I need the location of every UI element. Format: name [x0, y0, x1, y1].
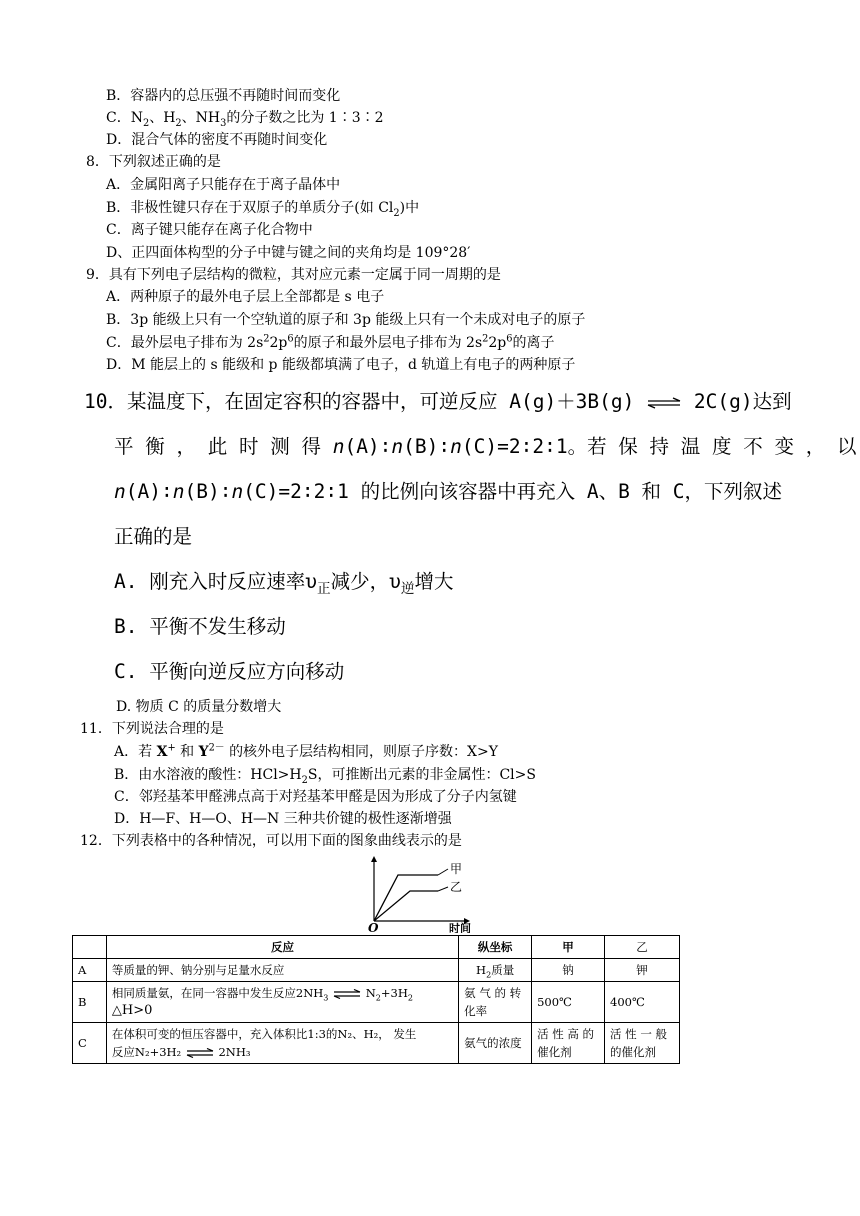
q8-stem: 8．下列叙述正确的是 — [86, 154, 221, 170]
yi-cell: 活 性 一 般的催化剂 — [605, 1023, 680, 1064]
yi-cell: 400℃ — [605, 982, 680, 1023]
y-axis-arrow-icon — [371, 856, 377, 862]
header-cell: 反应 — [106, 936, 458, 959]
header-cell — [73, 936, 107, 959]
q8-option-d: D、正四面体构型的分子中键与键之间的夹角均是 109°28′ — [106, 245, 471, 261]
q9-option-b: B．3p 能级上只有一个空轨道的原子和 3p 能级上只有一个未成对电子的原子 — [106, 312, 586, 328]
table-row — [73, 1023, 680, 1064]
equilibrium-arrow-icon — [646, 397, 682, 409]
q10-line3: n(A)∶n(B)∶n(C)=2∶2∶1 的比例向该容器中再充入 A、B 和 C，下列叙述 — [114, 480, 783, 503]
q11-option-a: A．若 X+ 和 $Y^{2-}$ 的核外电子层结构相同，则原子序数：X>Y — [114, 742, 499, 760]
reaction-cell: 等质量的钾、钠分别与足量水反应 — [106, 959, 458, 982]
q8-option-c: C．离子键只能存在离子化合物中 — [106, 222, 313, 238]
q7-option-d: D．混合气体的密度不再随时间变化 — [106, 132, 328, 148]
q7-option-b: B．容器内的总压强不再随时间而变化 — [106, 88, 341, 104]
q10-line4: 正确的是 — [114, 525, 193, 548]
x-axis-label: 时间 — [449, 922, 471, 933]
q8-option-a: A．金属阳离子只能存在于离子晶体中 — [106, 177, 341, 193]
ycoord-cell: $H_2$质量 — [459, 959, 532, 982]
q11-option-c: C．邻羟基苯甲醛沸点高于对羟基苯甲醛是因为形成了分子内氢键 — [114, 789, 517, 805]
curve-jia — [374, 875, 438, 921]
row-id: A — [73, 959, 107, 982]
reaction-cell: 在体积可变的恒压容器中，充入体积比1:3的N₂、H₂， 发生 反应N₂+3H₂ 2NH₃ — [106, 1023, 458, 1064]
q9-option-a: A．两种原子的最外电子层上全部都是 s 电子 — [106, 289, 385, 305]
header-cell: 纵坐标 — [459, 936, 532, 959]
q10-line1: 10．某温度下，在固定容积的容器中，可逆反应 A(g)＋3B(g) 2C(g)达到 — [84, 390, 792, 413]
yi-cell: 钾 — [605, 959, 680, 982]
jia-cell: 500℃ — [532, 982, 605, 1023]
q8-option-b: B．非极性键只存在于双原子的单质分子(如 $Cl_2$)中 — [106, 200, 420, 219]
reaction-cell: 相同质量氨，在同一容器中发生反应$2NH_3$ $N_2+3H_2$ △H>0 — [106, 982, 458, 1023]
label-yi: 乙 — [450, 880, 463, 894]
ycoord-cell: 氨 气 的 转化率 — [459, 982, 532, 1023]
row-id: B — [73, 982, 107, 1023]
q12-table — [72, 935, 680, 1064]
label-jia: 甲 — [450, 862, 463, 876]
q10-option-b: B. 平衡不发生移动 — [114, 615, 286, 638]
table-row — [73, 982, 680, 1023]
equilibrium-arrow-icon — [332, 989, 362, 999]
table-row — [73, 959, 680, 982]
origin-label: O — [368, 921, 379, 933]
q10-option-a: A. 刚充入时反应速率$\upsilon_正$减少，$\upsilon_逆$增大 — [114, 570, 454, 597]
q10-line2: 平 衡 ， 此 时 测 得 n(A)∶n(B)∶n(C)=2∶2∶1。若 保 持 温 度 不 变 ， 以 — [114, 435, 857, 458]
q12-stem: 12．下列表格中的各种情况，可以用下面的图象曲线表示的是 — [80, 833, 462, 849]
header-cell: 乙 — [605, 936, 680, 959]
leader-yi — [438, 887, 448, 891]
jia-cell: 钠 — [532, 959, 605, 982]
header-cell: 甲 — [532, 936, 605, 959]
q9-option-d: D．M 能层上的 s 能级和 p 能级都填满了电子，d 轨道上有电子的两种原子 — [106, 357, 576, 373]
equilibrium-arrow-icon — [185, 1048, 215, 1058]
q10-option-d: D. 物质 C 的质量分数增大 — [116, 699, 282, 715]
q11-stem: 11．下列说法合理的是 — [80, 721, 224, 737]
leader-jia — [438, 869, 448, 875]
curve-yi — [374, 891, 438, 921]
q9-stem: 9．具有下列电子层结构的微粒，其对应元素一定属于同一周期的是 — [86, 267, 501, 283]
table-header-row — [73, 936, 680, 959]
q11-option-d: D．H—F、H—O、H—N 三种共价键的极性逐渐增强 — [114, 811, 452, 827]
q10-option-c: C. 平衡向逆反应方向移动 — [114, 660, 345, 683]
jia-cell: 活 性 高 的催化剂 — [532, 1023, 605, 1064]
q7-option-c: C．$N_2$、$H_2$、$NH_3$的分子数之比为 1∶3∶2 — [106, 110, 384, 129]
row-id: C — [73, 1023, 107, 1064]
ycoord-cell: 氨气的浓度 — [459, 1023, 532, 1064]
curve-graph — [360, 853, 490, 933]
q11-option-b: B．由水溶液的酸性：$HCl>H_2S$，可推断出元素的非金属性：Cl>S — [114, 767, 536, 786]
q9-option-c: C．最外层电子排布为 $2s^22p^6$的原子和最外层电子排布为 $2s^22p^6$的离子 — [106, 333, 555, 351]
